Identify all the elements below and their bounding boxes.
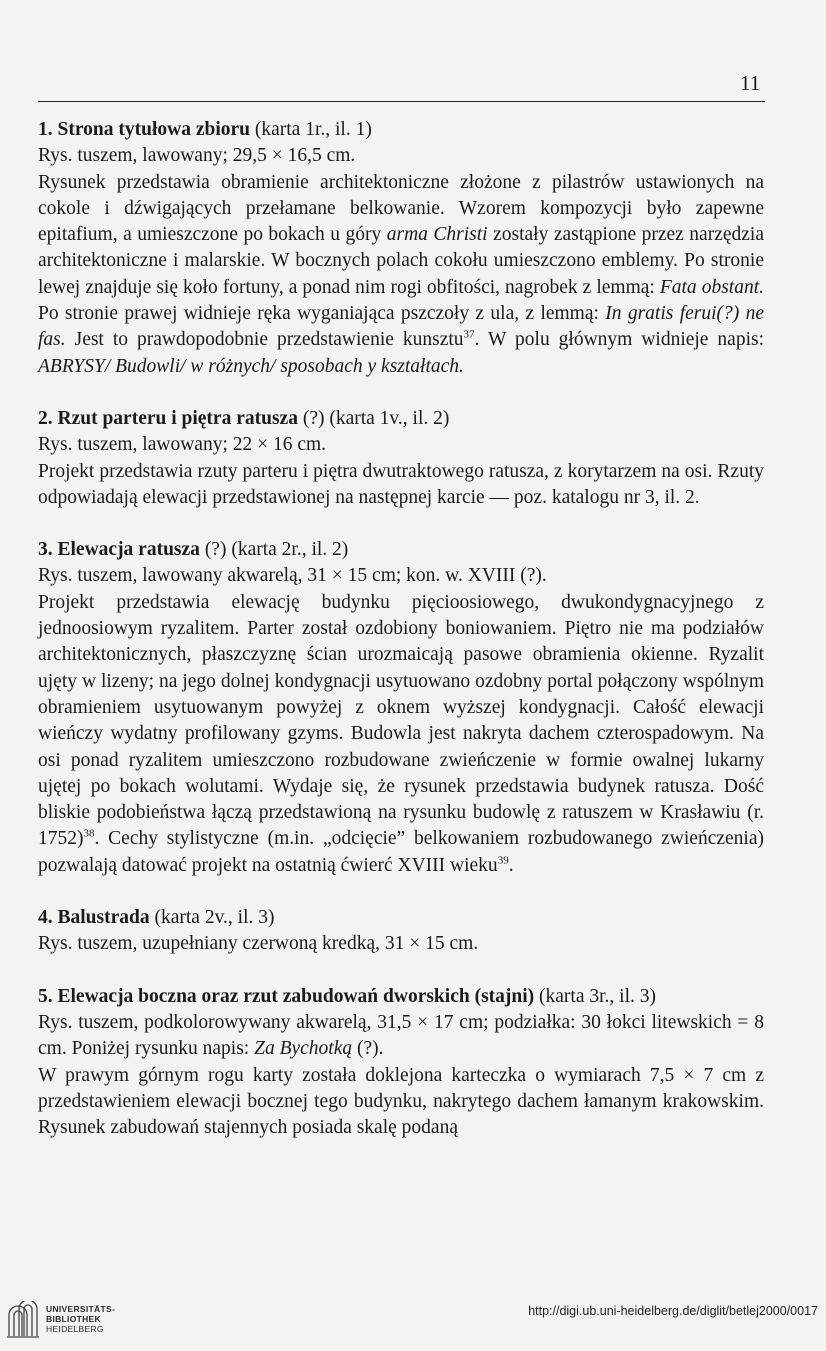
- source-url-link[interactable]: http://digi.ub.uni-heidelberg.de/diglit/betlej2000/0017: [528, 1304, 818, 1318]
- footnote-ref[interactable]: 37: [463, 328, 475, 341]
- catalog-entry-4: [38, 905, 764, 958]
- entry-title-bold: 4. Balustrada: [38, 907, 150, 929]
- desc-text: Rysunek przedstawia obramienie architektoniczne złożone z pilastrów ustawionych na cokole i dźwigających przełamane belkowanie. Wzorem kompozycji było zapewne epitafium, a umieszczone po bokach u góry: [38, 171, 764, 246]
- entry-title-bold: 2. Rzut parteru i piętra ratusza: [38, 407, 298, 429]
- footnote-ref[interactable]: 39: [497, 854, 509, 867]
- desc-text: Po stronie prawej widnieje ręka wyganiająca pszczoły z ula, z lemmą:: [38, 303, 606, 325]
- entry-description: Projekt przedstawia rzuty parteru i piętra dwutraktowego ratusza, z korytarzem na osi. Rzuty odpowiadają elewacji przedstawionej na następnej karcie — poz. katalogu nr 3, il. 2.: [38, 460, 764, 508]
- catalog-content: [38, 117, 764, 1167]
- page-number: 11: [740, 71, 761, 95]
- catalog-entry-3: [38, 537, 764, 879]
- desc-text: .: [508, 854, 514, 876]
- desc-text: zostały zastąpione przez narzędzia architektoniczne i malarskie. W bocznych polach cokołu umieszczono emblemy. Po stronie lewej znajduje się koło fortuny, a ponad nim rogi obfitości, nagrobek z lemmą:: [38, 224, 764, 298]
- library-logo-icon: [6, 1301, 40, 1339]
- desc-italic: In gratis ferui(?) ne fas.: [38, 303, 764, 351]
- entry-spec: Rys. tuszem, lawowany akwarelą, 31 × 15 cm; kon. w. XVIII (?).: [38, 565, 547, 587]
- catalog-entry-5: [38, 984, 764, 1142]
- entry-title: [38, 117, 764, 143]
- desc-italic: ABRYSY/ Budowli/ w różnych/ sposobach y kształtach.: [38, 355, 464, 377]
- entry-description: [38, 590, 764, 879]
- entry-title-bold: 3. Elewacja ratusza: [38, 539, 200, 561]
- entry-spec: Rys. tuszem, lawowany; 29,5 × 16,5 cm.: [38, 145, 356, 167]
- desc-text: . W polu głównym widnieje napis:: [474, 329, 765, 351]
- footnote-ref[interactable]: 38: [83, 827, 95, 840]
- page-footer: [0, 1294, 826, 1351]
- library-name-line3: HEIDELBERG: [46, 1324, 104, 1334]
- library-name: [46, 1304, 115, 1334]
- entry-title: [38, 984, 764, 1010]
- desc-italic: Fata obstant.: [659, 276, 764, 298]
- library-name-line1: UNIVERSITÄTS-: [46, 1304, 116, 1314]
- entry-description: W prawym górnym rogu karty została doklejona karteczka o wymiarach 7,5 × 7 cm z przedstawieniem elewacji bocznej tego budynku, nakrytego dachem łamanym krakowskim. Rysunek zabudowań stajennych posiada skalę podaną: [38, 1064, 764, 1139]
- entry-title: [38, 905, 764, 931]
- desc-text: Projekt przedstawia elewację budynku pięcioosiowego, dwukondygnacyjnego z jednoosiowym ryzalitem. Parter został ozdobiony boniowaniem. Piętro nie ma podziałów architektonicznych, płaszczyznę ścian urozmaicają pasowe obramienia okienne. Ryzalit ujęty w lizeny; na jego dolnej kondygnacji usytuowano ozdobny portal połączony wspólnym obramieniem usytuowanym powyżej z oknem wyższej kondygnacji. Całość elewacji wieńczy wydatny profilowany gzyms. Budowla jest nakryta dachem czterospadowym. Na osi ponad ryzalitem umieszczono rozbudowane zwieńczenie w formie owalnej lukarny ujętej po bokach wolutami. Wydaje się, że rysunek przedstawia budynek ratusza. Dość bliskie podobieństwa łączą przedstawioną na rysunku budowlę z ratuszem w Krasławiu (r. 1752): [38, 591, 764, 850]
- entry-title-ref: (?) (karta 2r., il. 2): [199, 539, 349, 561]
- catalog-entry-2: [38, 406, 764, 511]
- catalog-entry-1: [38, 117, 764, 380]
- header-rule: [38, 101, 765, 102]
- spec-text: Rys. tuszem, podkolorowywany akwarelą, 31,5 × 17 cm; podziałka: 30 łokci litewskich = 8 cm. Poniżej rysunku napis:: [38, 1011, 764, 1060]
- entry-spec: [38, 1010, 764, 1063]
- entry-title-ref: (karta 3r., il. 3): [534, 985, 656, 1007]
- entry-spec: Rys. tuszem, lawowany; 22 × 16 cm.: [38, 434, 327, 456]
- entry-title-ref: (karta 2v., il. 3): [149, 907, 275, 929]
- desc-text: . Cechy stylistyczne (m.in. „odcięcie” belkowaniem rozbudowanego zwieńczenia) pozwalają datować projekt na ostatnią ćwierć XVIII wieku: [38, 828, 764, 876]
- entry-title-bold: 1. Strona tytułowa zbioru: [38, 119, 250, 140]
- desc-italic: arma Christi: [386, 224, 488, 246]
- entry-description: [38, 170, 764, 380]
- desc-text: Jest to prawdopodobnie przedstawienie kunsztu: [65, 329, 464, 351]
- spec-italic: Za Bychotką: [254, 1038, 353, 1060]
- library-name-line2: BIBLIOTHEK: [46, 1314, 101, 1324]
- entry-title-ref: (karta 1r., il. 1): [250, 119, 372, 140]
- entry-title-bold: 5. Elewacja boczna oraz rzut zabudowań dworskich (stajni): [38, 985, 535, 1007]
- spec-text: (?).: [352, 1038, 384, 1060]
- entry-spec: Rys. tuszem, uzupełniany czerwoną kredką, 31 × 15 cm.: [38, 933, 479, 955]
- entry-title: [38, 406, 764, 432]
- entry-title: [38, 537, 764, 563]
- entry-title-ref: (?) (karta 1v., il. 2): [297, 407, 450, 429]
